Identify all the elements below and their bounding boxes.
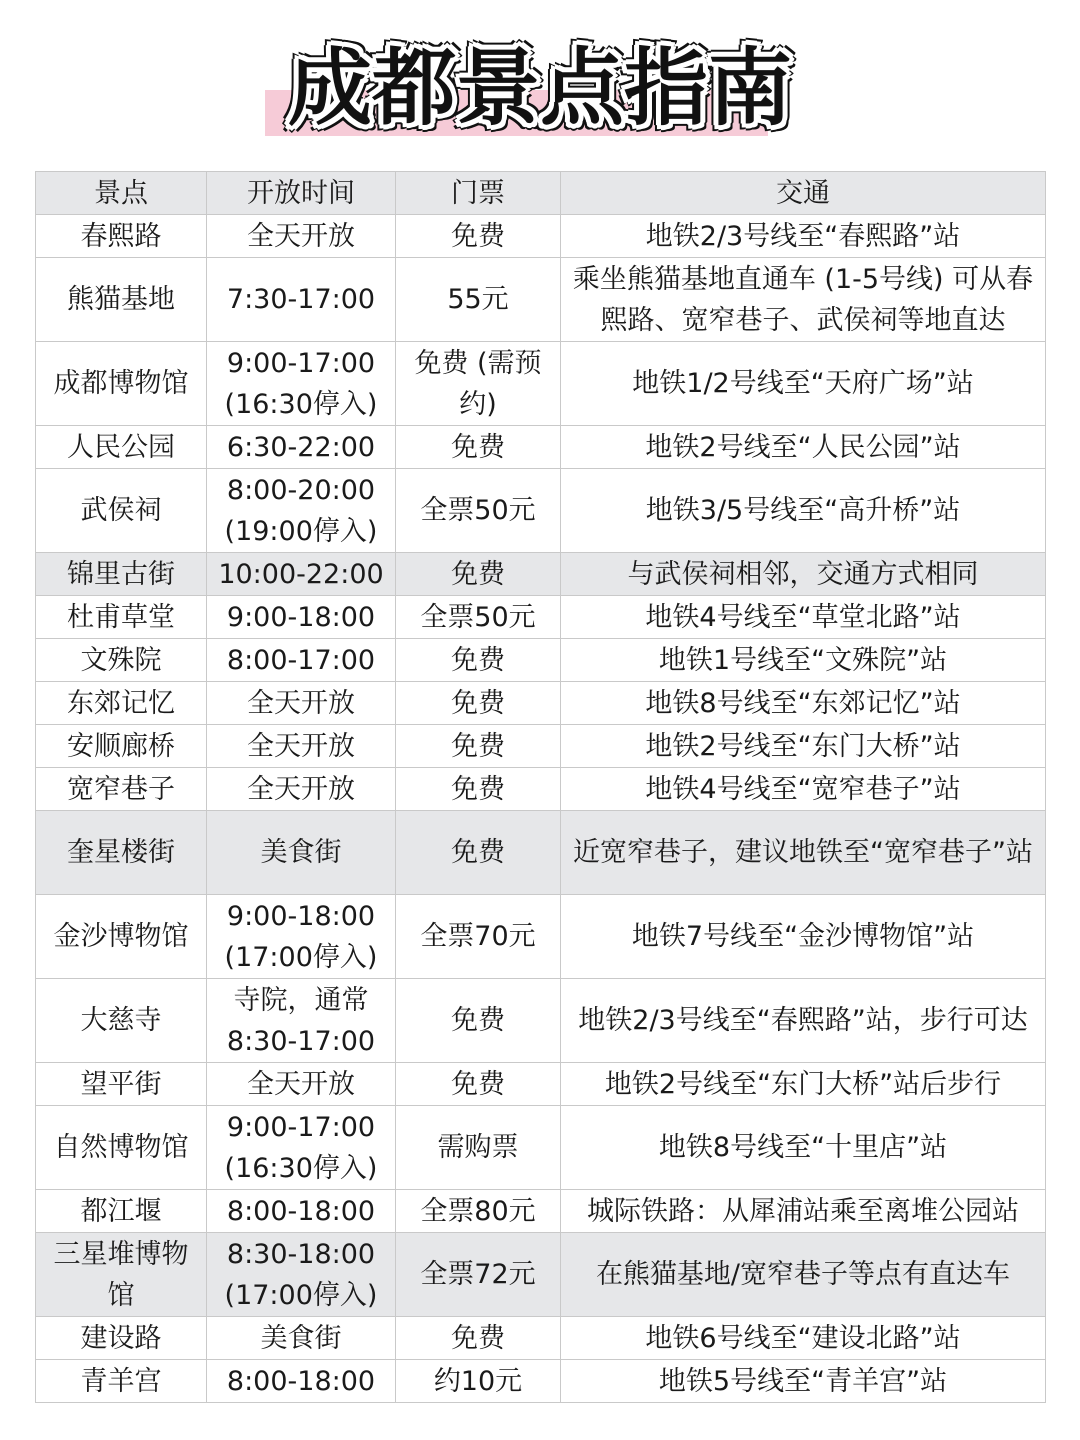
cell-ticket: 55元 — [396, 258, 561, 342]
table-row — [36, 215, 1046, 258]
table-row — [36, 258, 1046, 342]
cell-hours: 9:00-18:00 — [207, 596, 396, 639]
cell-attraction: 金沙博物馆 — [36, 895, 207, 979]
cell-attraction: 都江堰 — [36, 1190, 207, 1233]
cell-attraction: 宽窄巷子 — [36, 768, 207, 811]
cell-attraction: 自然博物馆 — [36, 1106, 207, 1190]
cell-hours: 8:00-20:00 (19:00停入) — [207, 469, 396, 553]
cell-transport: 地铁8号线至“东郊记忆”站 — [561, 682, 1046, 725]
cell-attraction: 青羊宫 — [36, 1360, 207, 1403]
cell-hours: 8:30-18:00 (17:00停入) — [207, 1233, 396, 1317]
table-row — [36, 553, 1046, 596]
cell-ticket: 约10元 — [396, 1360, 561, 1403]
header-hours: 开放时间 — [207, 172, 396, 215]
cell-transport: 地铁5号线至“青羊宫”站 — [561, 1360, 1046, 1403]
title-banner — [0, 0, 1080, 160]
cell-transport: 与武侯祠相邻，交通方式相同 — [561, 553, 1046, 596]
cell-ticket: 免费 — [396, 682, 561, 725]
table-row — [36, 682, 1046, 725]
cell-attraction: 建设路 — [36, 1317, 207, 1360]
cell-attraction: 锦里古街 — [36, 553, 207, 596]
cell-attraction: 三星堆博物馆 — [36, 1233, 207, 1317]
cell-ticket: 需购票 — [396, 1106, 561, 1190]
table-row — [36, 639, 1046, 682]
cell-ticket: 全票72元 — [396, 1233, 561, 1317]
attractions-table — [35, 171, 1046, 1403]
cell-ticket: 免费 — [396, 1317, 561, 1360]
cell-hours: 8:00-17:00 — [207, 639, 396, 682]
cell-ticket: 全票50元 — [396, 469, 561, 553]
table-row — [36, 768, 1046, 811]
cell-hours: 全天开放 — [207, 1063, 396, 1106]
header-attraction: 景点 — [36, 172, 207, 215]
cell-hours: 7:30-17:00 — [207, 258, 396, 342]
cell-transport: 在熊猫基地/宽窄巷子等点有直达车 — [561, 1233, 1046, 1317]
cell-ticket: 免费 — [396, 215, 561, 258]
cell-hours: 全天开放 — [207, 725, 396, 768]
table-row — [36, 725, 1046, 768]
cell-ticket: 全票50元 — [396, 596, 561, 639]
table-row — [36, 1190, 1046, 1233]
cell-ticket: 免费 — [396, 768, 561, 811]
cell-transport: 地铁3/5号线至“高升桥”站 — [561, 469, 1046, 553]
header-ticket: 门票 — [396, 172, 561, 215]
cell-hours: 8:00-18:00 — [207, 1360, 396, 1403]
cell-attraction: 熊猫基地 — [36, 258, 207, 342]
cell-ticket: 免费 — [396, 725, 561, 768]
cell-transport: 地铁1号线至“文殊院”站 — [561, 639, 1046, 682]
cell-hours: 全天开放 — [207, 682, 396, 725]
cell-transport: 地铁2号线至“东门大桥”站后步行 — [561, 1063, 1046, 1106]
cell-hours: 9:00-18:00 (17:00停入) — [207, 895, 396, 979]
table-body — [36, 215, 1046, 1403]
cell-hours: 美食街 — [207, 1317, 396, 1360]
table-row — [36, 469, 1046, 553]
table-row — [36, 342, 1046, 426]
cell-attraction: 春熙路 — [36, 215, 207, 258]
table-row — [36, 596, 1046, 639]
cell-ticket: 免费 — [396, 639, 561, 682]
cell-transport: 城际铁路：从犀浦站乘至离堆公园站 — [561, 1190, 1046, 1233]
cell-transport: 近宽窄巷子，建议地铁至“宽窄巷子”站 — [561, 811, 1046, 895]
cell-hours: 全天开放 — [207, 768, 396, 811]
cell-attraction: 东郊记忆 — [36, 682, 207, 725]
cell-attraction: 杜甫草堂 — [36, 596, 207, 639]
table-row — [36, 1233, 1046, 1317]
table-row — [36, 1317, 1046, 1360]
cell-transport: 地铁8号线至“十里店”站 — [561, 1106, 1046, 1190]
table-row — [36, 811, 1046, 895]
cell-transport: 地铁1/2号线至“天府广场”站 — [561, 342, 1046, 426]
cell-attraction: 安顺廊桥 — [36, 725, 207, 768]
table-header — [36, 172, 1046, 215]
cell-hours: 10:00-22:00 — [207, 553, 396, 596]
cell-ticket: 免费 — [396, 426, 561, 469]
cell-ticket: 免费 (需预约) — [396, 342, 561, 426]
cell-transport: 地铁2/3号线至“春熙路”站，步行可达 — [561, 979, 1046, 1063]
cell-hours: 6:30-22:00 — [207, 426, 396, 469]
cell-transport: 地铁4号线至“宽窄巷子”站 — [561, 768, 1046, 811]
cell-attraction: 人民公园 — [36, 426, 207, 469]
header-transport: 交通 — [561, 172, 1046, 215]
cell-ticket: 免费 — [396, 1063, 561, 1106]
cell-ticket: 免费 — [396, 553, 561, 596]
cell-attraction: 奎星楼街 — [36, 811, 207, 895]
cell-transport: 地铁7号线至“金沙博物馆”站 — [561, 895, 1046, 979]
header-row — [36, 172, 1046, 215]
cell-ticket: 免费 — [396, 811, 561, 895]
table-row — [36, 895, 1046, 979]
cell-transport: 地铁4号线至“草堂北路”站 — [561, 596, 1046, 639]
cell-attraction: 文殊院 — [36, 639, 207, 682]
cell-hours: 9:00-17:00 (16:30停入) — [207, 342, 396, 426]
cell-attraction: 望平街 — [36, 1063, 207, 1106]
cell-hours: 全天开放 — [207, 215, 396, 258]
cell-ticket: 全票80元 — [396, 1190, 561, 1233]
cell-hours: 寺院，通常 8:30-17:00 — [207, 979, 396, 1063]
cell-transport: 地铁6号线至“建设北路”站 — [561, 1317, 1046, 1360]
page-title: 成都景点指南 — [287, 39, 792, 137]
table-row — [36, 1360, 1046, 1403]
cell-hours: 美食街 — [207, 811, 396, 895]
cell-ticket: 免费 — [396, 979, 561, 1063]
table-row — [36, 979, 1046, 1063]
cell-transport: 地铁2号线至“人民公园”站 — [561, 426, 1046, 469]
cell-ticket: 全票70元 — [396, 895, 561, 979]
cell-attraction: 武侯祠 — [36, 469, 207, 553]
cell-attraction: 大慈寺 — [36, 979, 207, 1063]
cell-hours: 9:00-17:00 (16:30停入) — [207, 1106, 396, 1190]
table-row — [36, 1063, 1046, 1106]
table-row — [36, 426, 1046, 469]
cell-transport: 地铁2号线至“东门大桥”站 — [561, 725, 1046, 768]
table-row — [36, 1106, 1046, 1190]
cell-transport: 地铁2/3号线至“春熙路”站 — [561, 215, 1046, 258]
cell-hours: 8:00-18:00 — [207, 1190, 396, 1233]
cell-attraction: 成都博物馆 — [36, 342, 207, 426]
cell-transport: 乘坐熊猫基地直通车 (1-5号线) 可从春熙路、宽窄巷子、武侯祠等地直达 — [561, 258, 1046, 342]
